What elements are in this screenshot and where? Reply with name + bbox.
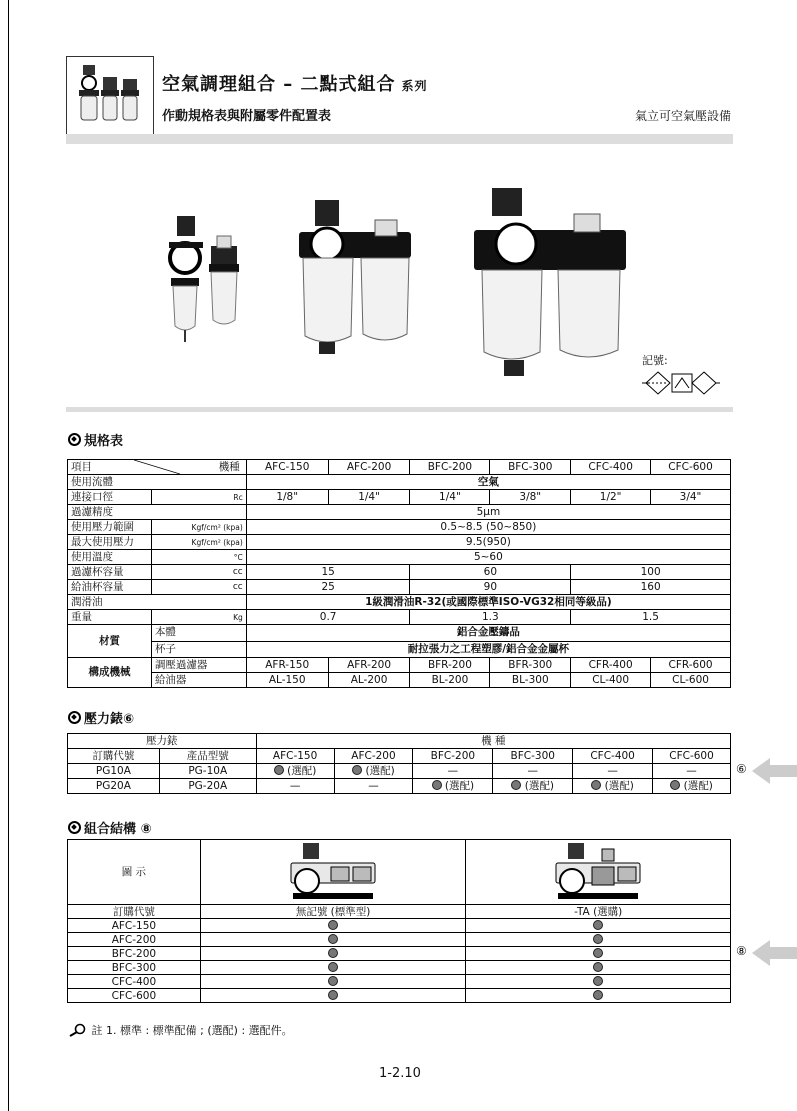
row-sublabel: 本體: [151, 625, 246, 642]
table-row: [68, 933, 731, 947]
order-code-header: 訂購代號: [68, 749, 160, 764]
cell: 25: [246, 580, 410, 595]
cell: 1/4": [328, 490, 410, 505]
model-cell: CFC-600: [68, 989, 201, 1003]
model-header: CFC-400: [573, 749, 653, 764]
table-row: [68, 764, 731, 779]
model-cell: CFC-400: [68, 975, 201, 989]
table-row: [68, 919, 731, 933]
row-unit: °C: [151, 550, 246, 565]
bullet-icon: [274, 765, 284, 775]
cell: CL-400: [571, 673, 651, 688]
cell: [200, 919, 466, 933]
table-row: [68, 641, 731, 658]
table-row: [68, 989, 731, 1003]
cell: BFR-300: [490, 658, 571, 673]
cell: 0.5~8.5 (50~850): [246, 520, 730, 535]
bullet-icon: [328, 962, 338, 972]
cell: (選配): [653, 779, 731, 794]
table-row: [68, 550, 731, 565]
cell: PG-10A: [159, 764, 256, 779]
bullet-icon: [328, 920, 338, 930]
table-row: [68, 625, 731, 642]
section-bullet-icon: [68, 821, 81, 834]
footnote: 註 1. 標準 : 標準配備 ; (選配) : 選配件。: [68, 1022, 293, 1038]
section-bullet-icon: [68, 711, 81, 724]
row-sublabel: 調壓過濾器: [151, 658, 246, 673]
cell: 1/8": [246, 490, 328, 505]
cell: 1.5: [571, 610, 731, 625]
row-label: 構成機械: [68, 658, 152, 688]
row-unit: Kg: [151, 610, 246, 625]
page-margin-line: [8, 0, 9, 1111]
ta-column-header: -TA (選購): [466, 905, 731, 919]
row-label: 過濾精度: [68, 505, 247, 520]
model-label: 機種: [218, 460, 240, 473]
cell: BL-200: [410, 673, 490, 688]
cell: PG10A: [68, 764, 160, 779]
table-row: [68, 475, 731, 490]
table-row: [68, 961, 731, 975]
table-row: [68, 975, 731, 989]
combo-standard-image: [287, 841, 379, 901]
cell: —: [493, 764, 573, 779]
cell: 5μm: [246, 505, 730, 520]
cell: 耐拉張力之工程塑膠/鋁合金金屬杯: [246, 641, 730, 658]
pneumatic-symbol: [642, 370, 720, 396]
cell: [466, 975, 731, 989]
table-row: [68, 779, 731, 794]
bullet-icon: [593, 920, 603, 930]
section-separator: [66, 407, 733, 412]
model-cell: BFC-300: [68, 961, 201, 975]
cell: BL-300: [490, 673, 571, 688]
cell: 1級潤滑油R-32(或國際標準ISO-VG32相同等級品): [246, 595, 730, 610]
product-image-large: [470, 186, 630, 380]
table-row: [68, 565, 731, 580]
model-header: BFC-300: [493, 749, 573, 764]
model-cell: AFC-150: [68, 919, 201, 933]
cell: 3/8": [490, 490, 571, 505]
cell: BFR-200: [410, 658, 490, 673]
model-header: CFC-600: [651, 460, 731, 475]
model-group-header: 機 種: [256, 734, 730, 749]
page-subtitle: 作動規格表與附屬零件配置表: [162, 109, 332, 124]
bullet-icon: [328, 948, 338, 958]
table-row: [68, 460, 731, 475]
bullet-icon: [432, 780, 442, 790]
item-model-header: [68, 460, 247, 475]
order-code-header: 訂購代號: [68, 905, 201, 919]
row-label: 使用溫度: [68, 550, 152, 565]
row-label: 潤滑油: [68, 595, 247, 610]
bullet-icon: [511, 780, 521, 790]
model-header: AFC-150: [246, 460, 328, 475]
cell: 1/4": [410, 490, 490, 505]
row-unit: Kgf/cm² (kpa): [151, 520, 246, 535]
row-label: 連接口徑: [68, 490, 152, 505]
row-label: 材質: [68, 625, 152, 658]
row-label: 給油杯容量: [68, 580, 152, 595]
model-header: BFC-300: [490, 460, 571, 475]
arrow-left-icon: [752, 758, 797, 784]
item-label: 項目: [71, 460, 92, 473]
row-unit: Kgf/cm² (kpa): [151, 535, 246, 550]
header-band: [66, 134, 733, 144]
bullet-icon: [593, 976, 603, 986]
cell: 鋁合金壓鑄品: [246, 625, 730, 642]
row-unit: Rc: [151, 490, 246, 505]
cell: 0.7: [246, 610, 410, 625]
cell: [466, 961, 731, 975]
cell: 100: [571, 565, 731, 580]
section-bullet-icon: [68, 433, 81, 446]
row-sublabel: 杯子: [151, 641, 246, 658]
diagram-standard: [200, 840, 466, 905]
header-product-thumbnail: [66, 56, 154, 136]
cell: —: [413, 764, 493, 779]
gauge-group-header: 壓力錶: [68, 734, 257, 749]
cell: —: [653, 764, 731, 779]
cell: CFR-600: [651, 658, 731, 673]
cell: AFR-150: [246, 658, 328, 673]
cell: AFR-200: [328, 658, 410, 673]
cell: 60: [410, 565, 571, 580]
standard-column-header: 無記號 (標準型): [200, 905, 466, 919]
page-number: 1-2.10: [379, 1066, 421, 1081]
cell: —: [256, 779, 334, 794]
cell: 90: [410, 580, 571, 595]
cell: 1/2": [571, 490, 651, 505]
table-row: [68, 658, 731, 673]
cell: —: [573, 764, 653, 779]
product-image-medium: [297, 196, 415, 358]
bullet-icon: [593, 962, 603, 972]
bullet-icon: [591, 780, 601, 790]
product-image-small: [165, 214, 243, 344]
page-title: 空氣調理組合 – 二點式組合 系列: [162, 74, 428, 95]
model-header: BFC-200: [413, 749, 493, 764]
row-label: 最大使用壓力: [68, 535, 152, 550]
diagram-ta: [466, 840, 731, 905]
marker-6: ⑥: [736, 762, 747, 776]
cell: [466, 989, 731, 1003]
cell: (選配): [413, 779, 493, 794]
cell: (選配): [334, 764, 413, 779]
table-row: [68, 947, 731, 961]
table-row: [68, 610, 731, 625]
table-row: [68, 535, 731, 550]
table-row: [68, 749, 731, 764]
cell: 15: [246, 565, 410, 580]
cell: [200, 933, 466, 947]
model-cell: AFC-200: [68, 933, 201, 947]
cell: PG-20A: [159, 779, 256, 794]
model-header: CFC-600: [653, 749, 731, 764]
bullet-icon: [328, 934, 338, 944]
cell: —: [334, 779, 413, 794]
cell: CFR-400: [571, 658, 651, 673]
cell: [466, 919, 731, 933]
table-row: [68, 520, 731, 535]
spec-heading: 規格表: [68, 430, 123, 449]
cell: 160: [571, 580, 731, 595]
cell: AL-200: [328, 673, 410, 688]
arrow-left-icon: [752, 940, 797, 966]
cell: (選配): [256, 764, 334, 779]
cell: [200, 975, 466, 989]
table-row: [68, 490, 731, 505]
bullet-icon: [593, 934, 603, 944]
diagonal-line: [134, 460, 180, 474]
cell: 1.3: [410, 610, 571, 625]
cell: AL-150: [246, 673, 328, 688]
table-row: [68, 734, 731, 749]
cell: 5~60: [246, 550, 730, 565]
model-header: AFC-200: [334, 749, 413, 764]
bullet-icon: [593, 948, 603, 958]
cell: [466, 933, 731, 947]
model-header: CFC-400: [571, 460, 651, 475]
row-unit: cc: [151, 580, 246, 595]
model-header: BFC-200: [410, 460, 490, 475]
row-unit: cc: [151, 565, 246, 580]
combo-table: [67, 839, 731, 1003]
spec-table: [67, 459, 731, 688]
cell: [200, 947, 466, 961]
cell: 3/4": [651, 490, 731, 505]
cell: [200, 961, 466, 975]
product-model-header: 產品型號: [159, 749, 256, 764]
table-row: [68, 673, 731, 688]
gauge-heading: 壓力錶⑥: [68, 708, 134, 727]
table-row: [68, 580, 731, 595]
model-header: AFC-150: [256, 749, 334, 764]
table-row: [68, 905, 731, 919]
cell: 空氣: [246, 475, 730, 490]
brand-label: 氣立可空氣壓設備: [634, 109, 731, 123]
cell: (選配): [573, 779, 653, 794]
table-row: [68, 595, 731, 610]
model-cell: BFC-200: [68, 947, 201, 961]
bullet-icon: [328, 990, 338, 1000]
combo-ta-image: [552, 841, 644, 901]
gauge-table: [67, 733, 731, 794]
diagram-label: 圖 示: [68, 840, 201, 905]
symbol-label: 記號:: [642, 354, 668, 367]
bullet-icon: [328, 976, 338, 986]
cell: CL-600: [651, 673, 731, 688]
cell: [200, 989, 466, 1003]
bullet-icon: [352, 765, 362, 775]
cell: [466, 947, 731, 961]
model-header: AFC-200: [328, 460, 410, 475]
magnifier-icon: [68, 1023, 88, 1037]
bullet-icon: [670, 780, 680, 790]
table-row: [68, 505, 731, 520]
cell: (選配): [493, 779, 573, 794]
marker-8: ⑧: [736, 944, 747, 958]
combo-heading: 組合結構 ⑧: [68, 818, 152, 837]
row-label: 使用壓力範圍: [68, 520, 152, 535]
row-label: 使用流體: [68, 475, 247, 490]
row-sublabel: 給油器: [151, 673, 246, 688]
bullet-icon: [593, 990, 603, 1000]
cell: PG20A: [68, 779, 160, 794]
table-row: [68, 840, 731, 905]
row-label: 過濾杯容量: [68, 565, 152, 580]
series-label: 系列: [401, 79, 428, 93]
row-label: 重量: [68, 610, 152, 625]
cell: 9.5(950): [246, 535, 730, 550]
